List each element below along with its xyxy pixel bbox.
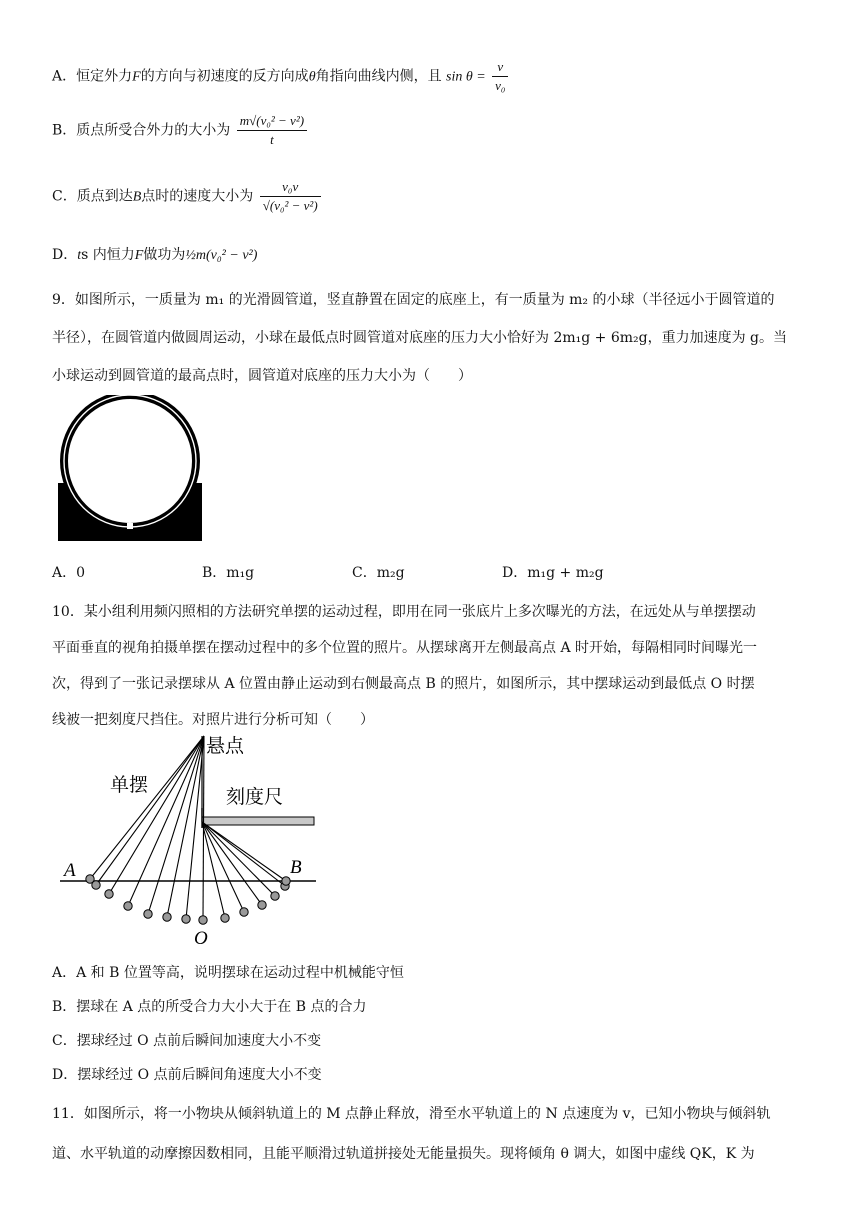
label-a: A <box>64 860 76 881</box>
pivot-label: 悬点 <box>206 735 245 757</box>
q9-option-a: A．0 <box>52 565 86 581</box>
q9-stem: 9．如图所示，一质量为 m₁ 的光滑圆管道，竖直静置在固定的底座上，有一质量为 m₂ 的小球（半径远小于圆管道的 半径），在圆管道内做圆周运动，小球在最低点时圆管道对底座的压力大小恰好为 2m₁g + 6m₂g，重力加速度为 g。当 小球运动到圆管道的最高点时，圆管道对底座的压力大小为（ ） <box>52 292 788 384</box>
pendulum-label: 单摆 <box>110 774 149 796</box>
ball-left-1 <box>92 881 100 889</box>
inner-hole <box>68 399 192 523</box>
q10-option-a: A．A 和 B 位置等高，说明摆球在运动过程中机械能守恒 <box>52 965 404 981</box>
string-left-0 <box>90 736 204 879</box>
ball-right-3 <box>271 892 279 900</box>
ball-left-2 <box>105 890 113 898</box>
string-right-4 <box>202 822 285 886</box>
label-o: O <box>194 928 208 949</box>
string-left-5 <box>167 736 204 917</box>
q8-option-c: C．质点到达B点时的速度大小为 $\frac{\text{v₀v}}{\text{√(v₀² − v²)}}$ <box>52 178 323 215</box>
q10-stem: 10．某小组利用频闪照相的方法研究单摆的运动过程，即用在同一张底片上多次曝光的方法，在远处从与单摆摆动 平面垂直的视角拍摄单摆在摆动过程中的多个位置的照片。从摆球离开左侧最高点 A 时开始，每隔相同时间曝光一 次，得到了一张记录摆球从 A 位置由静止运动到右侧最高点 B 的照片，如图所示，其中摆球运动到最低点 O 时摆 线被一把刻度尺挡住。对照片进行分析可知（ ） <box>52 604 758 728</box>
label-b: B <box>290 857 302 878</box>
q8-option-d: D．ts 内恒力F做功为½m(v₀² − v²) <box>52 247 258 263</box>
ball-left-4 <box>144 910 152 918</box>
q11-stem: 11．如图所示，将一小物块从倾斜轨道上的 M 点静止释放，滑至水平轨道上的 N 点速度为 v，已知小物块与倾斜轨 道、水平轨道的动摩擦因数相同，且能平顺滑过轨道拼接处无能量损失。现将倾角 θ 调大，如图中虚线 QK，K 为 <box>52 1106 771 1162</box>
q8-b-fraction: $\frac{\text{m√(v₀² − v²)}}{t}$ <box>237 112 307 149</box>
ball-right-5 <box>282 877 290 885</box>
string-right-1 <box>202 822 244 912</box>
q10-option-c: C．摆球经过 O 点前后瞬间加速度大小不变 <box>52 1033 322 1049</box>
ball-right-1 <box>240 908 248 916</box>
q9-option-c: C．m₂g <box>352 565 405 581</box>
q8-a-fraction: $\frac{v}{\text{v₀}}$ <box>492 58 508 95</box>
string-left-2 <box>109 736 204 894</box>
ball-right-2 <box>258 901 266 909</box>
q8-option-b: B．质点所受合外力的大小为 $\frac{\text{m√(v₀² − v²)}}{t}$ <box>52 112 309 149</box>
pendulum-strings <box>90 736 286 920</box>
q9-option-b: B．m₁g <box>202 565 255 581</box>
q8-option-a: A．恒定外力F的方向与初速度的反方向成θ角指向曲线内侧，且 sin θ = $\frac{v}{\text{v₀}}$ <box>52 58 510 95</box>
string-right-2 <box>202 822 262 905</box>
q8-c-fraction: $\frac{\text{v₀v}}{\text{√(v₀² − v²)}}$ <box>260 178 321 215</box>
ball-left-6 <box>182 915 190 923</box>
q10-pendulum-figure <box>54 730 344 950</box>
q10-option-b: B．摆球在 A 点的所受合力大小大于在 B 点的合力 <box>52 999 367 1015</box>
ruler-label: 刻度尺 <box>226 786 284 808</box>
ball-left-5 <box>163 913 171 921</box>
ball-left-7 <box>199 916 207 924</box>
q10-option-d: D．摆球经过 O 点前后瞬间角速度大小不变 <box>52 1067 322 1083</box>
q9-ring-figure <box>55 395 215 545</box>
ball-right-0 <box>221 914 229 922</box>
string-left-1 <box>96 736 204 885</box>
ruler <box>202 817 314 825</box>
q9-option-d: D．m₁g + m₂g <box>502 565 604 581</box>
ball-left-3 <box>124 902 132 910</box>
string-right-5 <box>202 822 286 881</box>
string-right-3 <box>202 822 275 896</box>
